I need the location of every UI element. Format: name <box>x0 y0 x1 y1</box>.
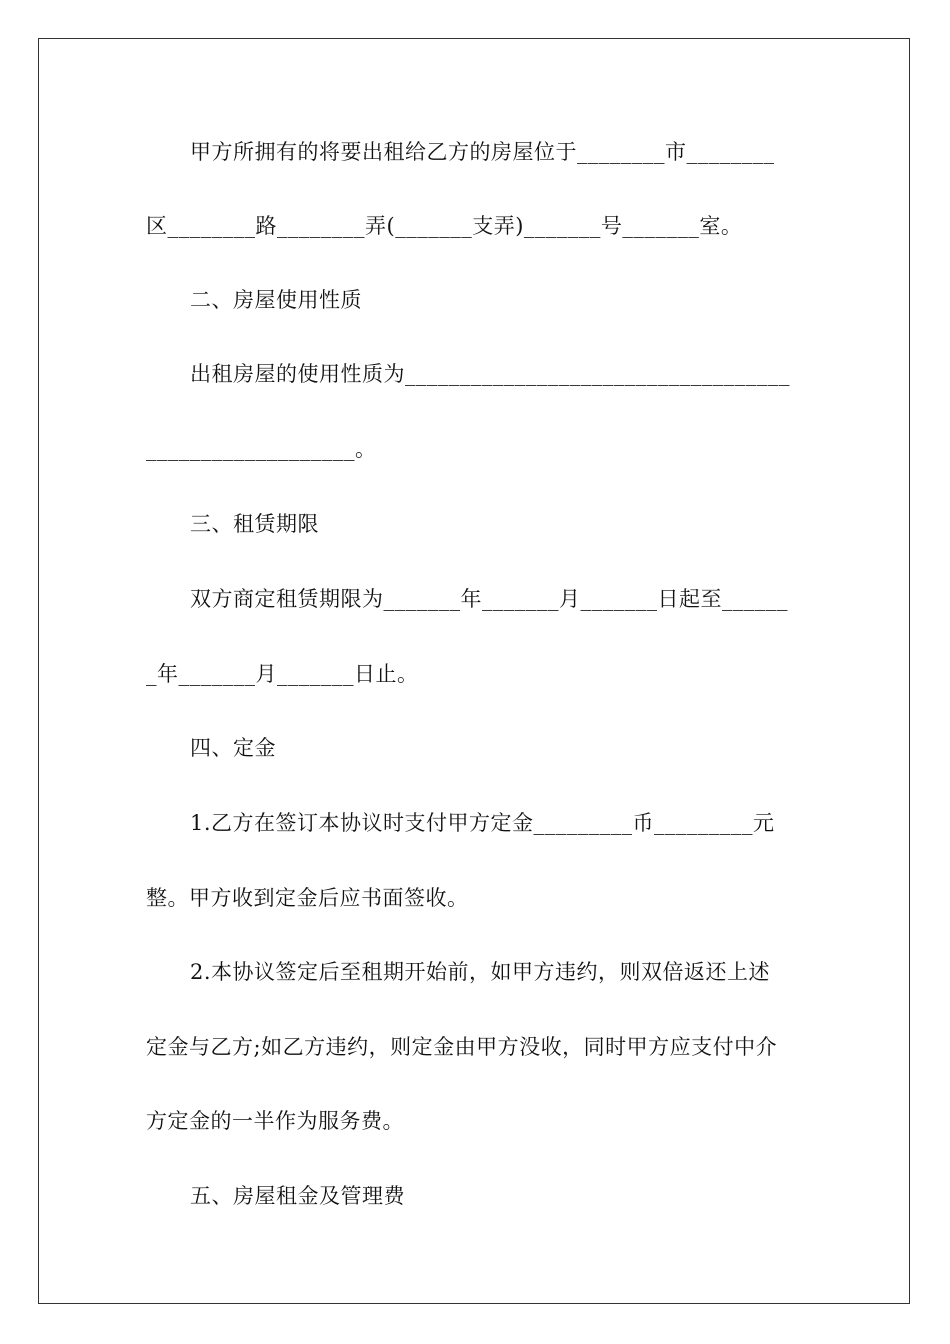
paragraph-location-line-1: 甲方所拥有的将要出租给乙方的房屋位于________市________ <box>190 140 775 164</box>
section-heading-term: 三、租赁期限 <box>190 512 319 536</box>
section-heading-rent: 五、房屋租金及管理费 <box>190 1184 405 1208</box>
clause-deposit-2-line-1: 2.本协议签定后至租期开始前，如甲方违约，则双倍返还上述 <box>190 960 771 984</box>
paragraph-term-line-1: 双方商定租赁期限为_______年_______月_______日起至______ <box>190 587 788 611</box>
paragraph-term-line-2: _年_______月_______日止。 <box>146 662 419 686</box>
clause-deposit-2-line-2: 定金与乙方;如乙方违约，则定金由甲方没收，同时甲方应支付中介 <box>146 1035 778 1059</box>
clause-deposit-2-line-3: 方定金的一半作为服务费。 <box>146 1109 404 1133</box>
section-heading-deposit: 四、定金 <box>190 736 276 760</box>
paragraph-location-line-2: 区________路________弄(_______支弄)_______号_______室。 <box>146 214 743 238</box>
paragraph-usage-line-2: ___________________。 <box>146 437 377 461</box>
clause-deposit-1-line-1: 1.乙方在签订本协议时支付甲方定金_________币_________元 <box>190 811 775 835</box>
clause-deposit-1-line-2: 整。甲方收到定金后应书面签收。 <box>146 886 469 910</box>
section-heading-usage: 二、房屋使用性质 <box>190 288 362 312</box>
paragraph-usage-line-1: 出租房屋的使用性质为___________________________________ <box>190 362 790 386</box>
